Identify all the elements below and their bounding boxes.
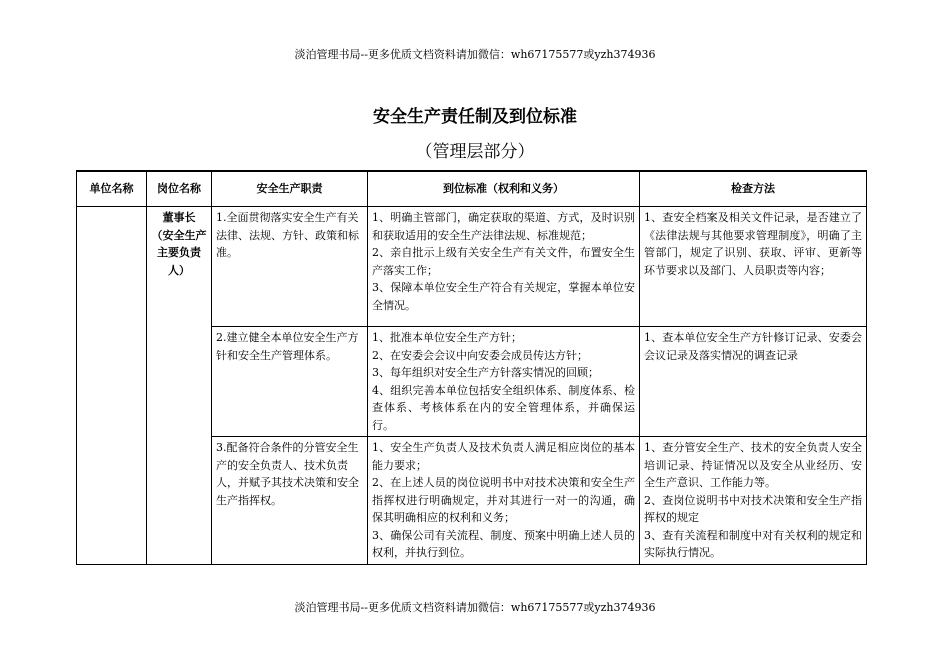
check-cell — [640, 327, 867, 437]
standard-line: 2、在安委会会议中向安委会成员传达方针； — [372, 348, 588, 362]
duty-cell: 3.配备符合条件的分管安全生产的安全负责人、技术负责人，并赋予其技术决策和安全生产指挥权。 — [212, 437, 368, 565]
post-title: 董事长 — [162, 211, 196, 224]
standard-line: 1、批准本单位安全生产方针； — [372, 331, 522, 344]
standard-line: 3、保障本单位安全生产符合有关规定，掌握本单位安全情况。 — [372, 281, 635, 312]
check-line: 1、查本单位安全生产方针修订记录、安委会会议记录及落实情况的调查记录 — [644, 331, 862, 362]
duty-cell: 2.建立健全本单位安全生产方针和安全生产管理体系。 — [212, 327, 368, 437]
check-line: 1、查安全档案及相关文件记录，是否建立了《法律法规与其他要求管理制度》，明确了主管部门，规定了识别、获取、评审、更新等环节要求以及部门、人员职责等内容； — [644, 211, 862, 277]
header-standard: 到位标准（权利和义务） — [368, 171, 640, 207]
table-row — [77, 207, 867, 327]
standard-cell — [368, 327, 640, 437]
standard-line: 4、组织完善本单位包括安全组织体系、制度体系、检查体系、考核体系在内的安全管理体系，并确保运行。 — [372, 383, 635, 432]
standard-line: 2、在上述人员的岗位说明书中对技术决策和安全生产指挥权进行明确规定，并对其进行一对一的沟通，确保其明确相应的权利和义务； — [372, 476, 635, 524]
standard-line: 3、确保公司有关流程、制度、预案中明确上述人员的权利，并执行到位。 — [372, 528, 635, 559]
header-post-name: 岗位名称 — [147, 171, 212, 207]
header-safety-duty: 安全生产职责 — [212, 171, 368, 207]
post-subtitle: （安全生产主要负责人） — [151, 228, 207, 277]
header-note: 淡泊管理书局--更多优质文档资料请加微信：wh67175577或yzh374936 — [294, 48, 656, 61]
header-check-method: 检查方法 — [640, 171, 867, 207]
standard-line: 1、明确主管部门，确定获取的渠道、方式，及时识别和获取适用的安全生产法律法规、标准规范； — [372, 211, 635, 242]
check-line: 3、查有关流程和制度中对有关权利的规定和实际执行情况。 — [644, 528, 862, 559]
standard-line: 1、安全生产负责人及技术负责人满足相应岗位的基本能力要求； — [372, 441, 635, 472]
document-title: 安全生产责任制及到位标准 — [373, 107, 577, 127]
standard-cell — [368, 437, 640, 565]
standard-line: 3、每年组织对安全生产方针落实情况的回顾； — [372, 366, 599, 379]
check-line: 2、查岗位说明书中对技术决策和安全生产指挥权的规定 — [644, 493, 862, 524]
check-line: 1、查分管安全生产、技术的安全负责人安全培训记录、持证情况以及安全从业经历、安全生产意识、工作能力等。 — [644, 441, 862, 489]
standard-cell — [368, 207, 640, 327]
responsibility-table — [76, 170, 867, 565]
document-subtitle: （管理层部分） — [415, 142, 535, 162]
post-name-cell — [147, 207, 212, 565]
check-cell — [640, 207, 867, 327]
unit-name-cell — [77, 207, 147, 565]
footer-note: 淡泊管理书局--更多优质文档资料请加微信：wh67175577或yzh374936 — [294, 601, 656, 614]
table-header-row — [77, 171, 867, 207]
standard-line: 2、亲自批示上级有关安全生产有关文件，布置安全生产落实工作； — [372, 246, 635, 277]
duty-cell: 1.全面贯彻落实安全生产有关法律、法规、方针、政策和标准。 — [212, 207, 368, 327]
header-unit-name: 单位名称 — [77, 171, 147, 207]
check-cell — [640, 437, 867, 565]
